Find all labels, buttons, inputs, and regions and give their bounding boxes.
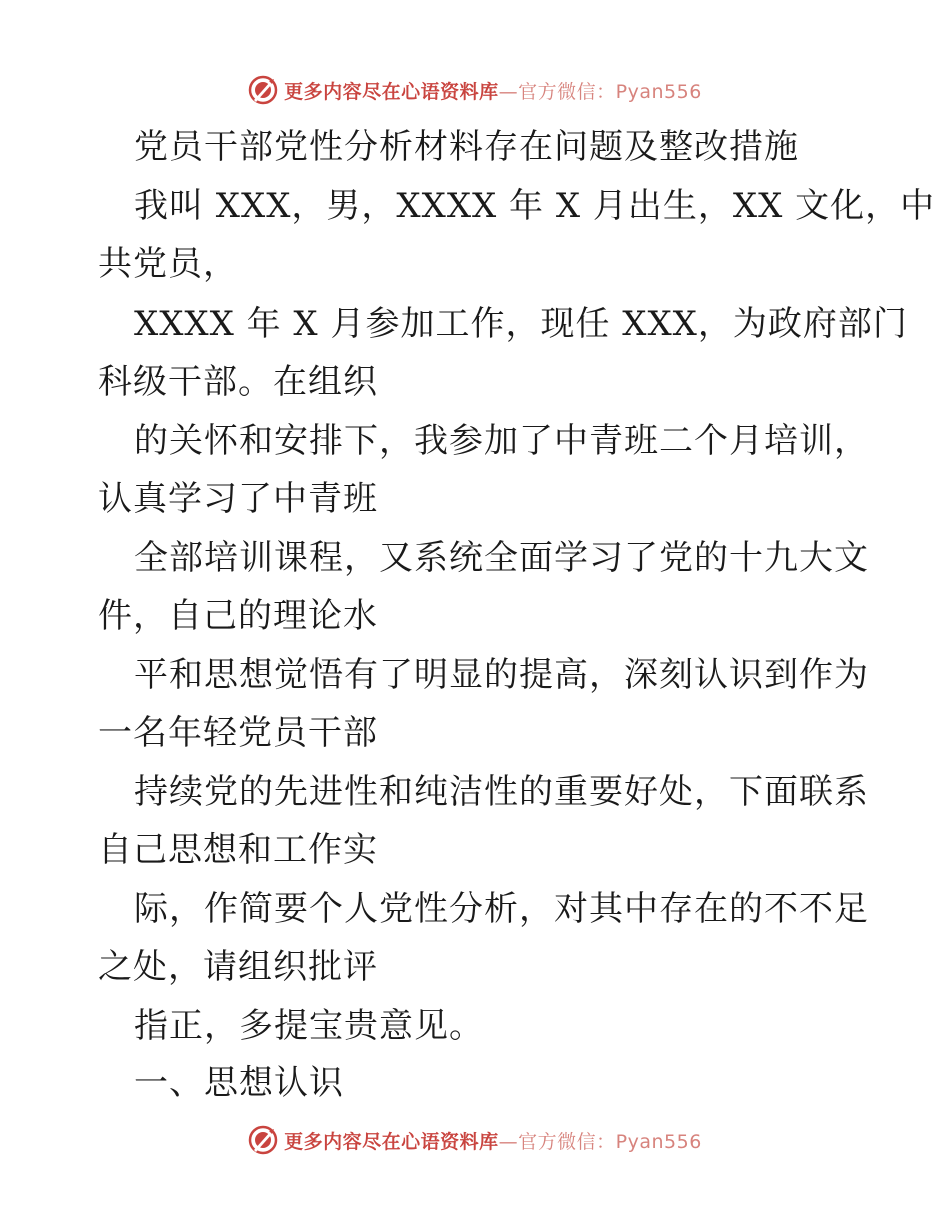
paragraph-line: 科级干部。在组织: [98, 362, 378, 402]
quill-seal-icon: [248, 1125, 278, 1155]
header-banner-text: 更多内容尽在心语资料库—官方微信：Pyan556: [284, 80, 702, 103]
quill-seal-icon: [248, 75, 278, 105]
footer-banner-text: 更多内容尽在心语资料库—官方微信：Pyan556: [284, 1130, 702, 1153]
paragraph-line: 全部培训课程，又系统全面学习了党的十九大文: [134, 538, 869, 578]
paragraph-line: 件，自己的理论水: [98, 596, 378, 636]
paragraph-line: 指正，多提宝贵意见。: [134, 1006, 484, 1046]
paragraph-line: 的关怀和安排下，我参加了中青班二个月培训，: [134, 421, 869, 461]
paragraph-line: XXXX 年 X 月参加工作，现任 XXX，为政府部门: [134, 304, 908, 344]
paragraph-line: 平和思想觉悟有了明显的提高，深刻认识到作为: [134, 655, 869, 695]
section-heading: 一、思想认识: [134, 1063, 344, 1103]
paragraph-line: 共党员，: [98, 244, 238, 284]
paragraph-line: 自己思想和工作实: [98, 830, 378, 870]
paragraph-line: 认真学习了中青班: [98, 479, 378, 519]
footer-banner: [0, 1120, 950, 1160]
paragraph-line: 之处，请组织批评: [98, 947, 378, 987]
paragraph-line: 持续党的先进性和纯洁性的重要好处，下面联系: [134, 772, 869, 812]
paragraph-line: 我叫 XXX，男，XXXX 年 X 月出生，XX 文化，中: [134, 186, 936, 226]
header-banner: [0, 70, 950, 110]
paragraph-line: 际，作简要个人党性分析，对其中存在的不不足: [134, 889, 869, 929]
document-title: 党员干部党性分析材料存在问题及整改措施: [134, 127, 799, 167]
paragraph-line: 一名年轻党员干部: [98, 713, 378, 753]
